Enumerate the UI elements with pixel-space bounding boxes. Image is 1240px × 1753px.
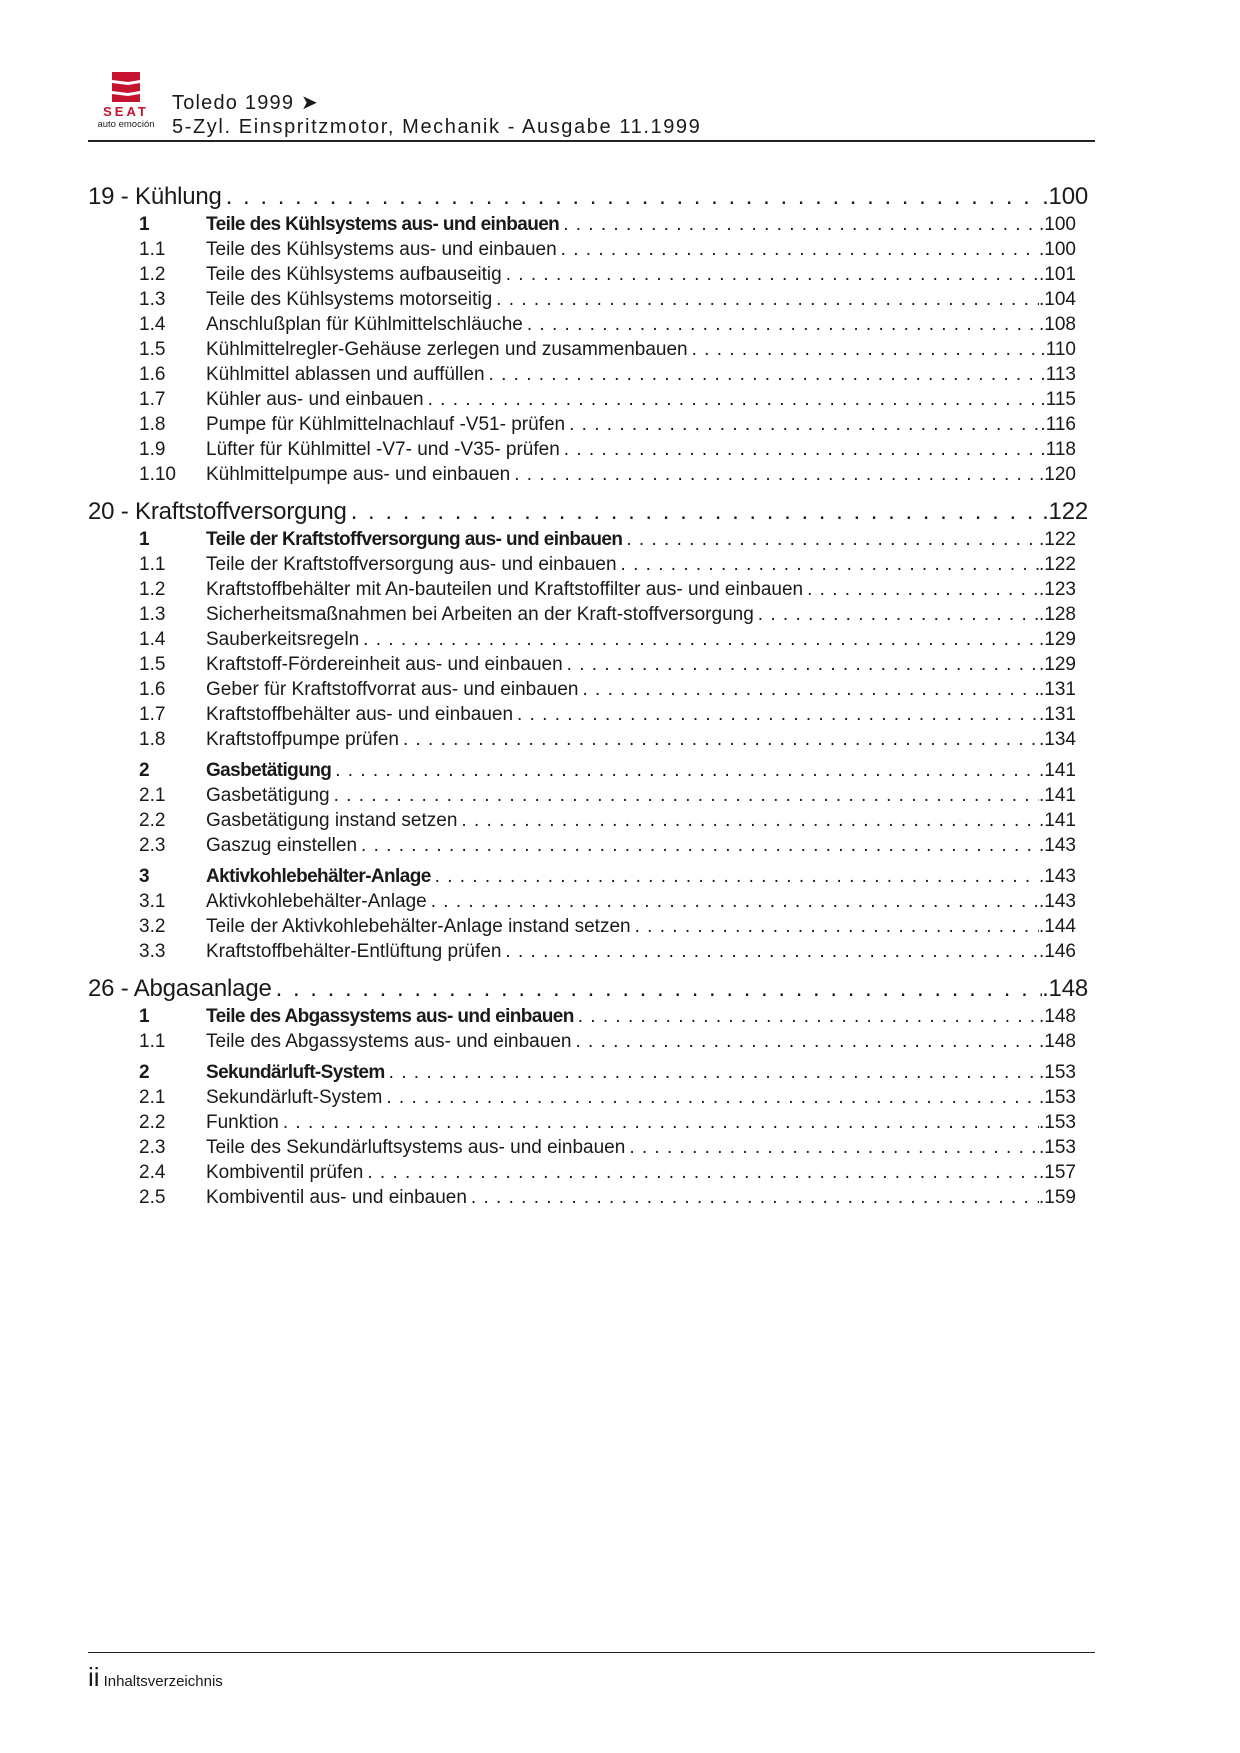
entry-title: Teile der Kraftstoffversorgung aus- und einbauen (206, 529, 623, 550)
entry-title: Kühler aus- und einbauen (206, 389, 424, 410)
toc-entry[interactable] (88, 287, 1088, 312)
leader-dots (427, 889, 1039, 914)
entry-page: .153 (1039, 1137, 1076, 1158)
entry-page: .141 (1039, 760, 1076, 781)
entry-page: .148 (1039, 1006, 1076, 1027)
entry-title: Geber für Kraftstoffvorrat aus- und einbauen (206, 679, 579, 700)
entry-number: 2.2 (139, 810, 166, 831)
leader-dots (631, 914, 1039, 939)
entry-page: .120 (1039, 464, 1076, 485)
entry-title: Sekundärluft-System (206, 1087, 383, 1108)
entry-number: 2 (139, 1062, 149, 1083)
entry-title: Aktivkohlebehälter-Anlage (206, 891, 427, 912)
entry-number: 1 (139, 529, 149, 550)
leader-dots (467, 1185, 1039, 1210)
table-of-contents (88, 182, 1088, 1220)
toc-entry[interactable] (88, 1085, 1088, 1110)
chapter-title: 26 - Abgasanlage (88, 975, 272, 1002)
entry-title: Teile der Kraftstoffversorgung aus- und einbauen (206, 554, 617, 575)
leader-dots (688, 337, 1040, 362)
entry-page: .148 (1039, 1031, 1076, 1052)
logo-wordmark: SEAT (103, 104, 149, 119)
entry-title: Kombiventil prüfen (206, 1162, 364, 1183)
entry-number: 1.9 (139, 439, 166, 460)
toc-entry[interactable] (88, 889, 1088, 914)
leader-dots (559, 212, 1039, 237)
entry-page: .113 (1040, 364, 1076, 385)
entry-number: 1.3 (139, 604, 166, 625)
entry-number: 1.8 (139, 729, 166, 750)
entry-title: Teile des Kühlsystems motorseitig (206, 289, 493, 310)
chapter-page: .100 (1042, 183, 1088, 210)
leader-dots (431, 864, 1039, 889)
logo-tagline: auto emoción (97, 119, 155, 130)
entry-page: .153 (1039, 1062, 1076, 1083)
page-number: ii (88, 1662, 100, 1692)
leader-dots (347, 497, 1042, 527)
toc-entry[interactable] (88, 577, 1088, 602)
leader-dots (578, 677, 1039, 702)
entry-page: .115 (1040, 389, 1076, 410)
entry-page: .146 (1039, 941, 1076, 962)
entry-number: 1.8 (139, 414, 166, 435)
toc-entry[interactable] (88, 437, 1088, 462)
toc-entry[interactable] (88, 362, 1088, 387)
seat-logo-icon (88, 70, 164, 106)
chapter-page: .148 (1042, 975, 1088, 1002)
seat-logo (88, 70, 164, 132)
entry-title: Gasbetätigung instand setzen (206, 810, 458, 831)
entry-number: 2.4 (139, 1162, 166, 1183)
toc-entry[interactable] (88, 602, 1088, 627)
leader-dots (513, 702, 1039, 727)
entry-number: 1.1 (139, 239, 166, 260)
toc-section[interactable] (88, 527, 1088, 552)
entry-page: .157 (1039, 1162, 1076, 1183)
toc-entry[interactable] (88, 337, 1088, 362)
toc-chapter (88, 182, 1088, 487)
entry-page: .100 (1039, 239, 1076, 260)
toc-entry[interactable] (88, 677, 1088, 702)
entry-title: Sauberkeitsregeln (206, 629, 360, 650)
toc-chapter-heading[interactable] (88, 182, 1088, 212)
entry-number: 3.3 (139, 941, 166, 962)
entry-page: .134 (1039, 729, 1076, 750)
entry-number: 1.1 (139, 554, 166, 575)
entry-page: .143 (1039, 866, 1076, 887)
entry-title: Kraftstoff-Fördereinheit aus- und einbauen (206, 654, 563, 675)
leader-dots (222, 182, 1042, 212)
chapter-title: 19 - Kühlung (88, 183, 222, 210)
entry-page: .104 (1039, 289, 1076, 310)
entry-page: .128 (1039, 604, 1076, 625)
entry-number: 1.1 (139, 1031, 166, 1052)
leader-dots (357, 833, 1039, 858)
leader-dots (502, 262, 1039, 287)
toc-entry[interactable] (88, 1110, 1088, 1135)
toc-entry[interactable] (88, 387, 1088, 412)
entry-number: 1.7 (139, 704, 166, 725)
logo-stripe-bottom (112, 94, 140, 102)
entry-page: .110 (1040, 339, 1076, 360)
leader-dots (510, 462, 1039, 487)
leader-dots (571, 1029, 1039, 1054)
entry-number: 1.4 (139, 629, 166, 650)
leader-dots (574, 1004, 1039, 1029)
leader-dots (457, 808, 1039, 833)
entry-number: 2.2 (139, 1112, 166, 1133)
entry-page: .143 (1039, 891, 1076, 912)
entry-page: .122 (1039, 554, 1076, 575)
leader-dots (279, 1110, 1039, 1135)
page-footer (88, 1662, 223, 1693)
leader-dots (385, 1060, 1039, 1085)
toc-entry[interactable] (88, 833, 1088, 858)
entry-title: Teile des Kühlsystems aus- und einbauen (206, 214, 560, 235)
header-divider (88, 140, 1095, 142)
toc-entry[interactable] (88, 627, 1088, 652)
leader-dots (331, 758, 1039, 783)
entry-title: Lüfter für Kühlmittel -V7- und -V35- prüfen (206, 439, 560, 460)
entry-title: Sekundärluft-System (206, 1062, 385, 1083)
leader-dots (363, 1160, 1039, 1185)
leader-dots (754, 602, 1039, 627)
document-subtitle: 5-Zyl. Einspritzmotor, Mechanik - Ausgabe 11.1999 (172, 116, 702, 138)
entry-title: Teile des Kühlsystems aufbauseitig (206, 264, 502, 285)
toc-entry[interactable] (88, 808, 1088, 833)
leader-dots (359, 627, 1039, 652)
entry-number: 3.2 (139, 916, 166, 937)
entry-number: 1.10 (139, 464, 176, 485)
entry-number: 1 (139, 214, 149, 235)
toc-chapter-heading[interactable] (88, 974, 1088, 1004)
entry-title: Teile des Kühlsystems aus- und einbauen (206, 239, 557, 260)
toc-section[interactable] (88, 1060, 1088, 1085)
toc-entry[interactable] (88, 237, 1088, 262)
entry-number: 1.6 (139, 364, 166, 385)
leader-dots (485, 362, 1040, 387)
entry-page: .159 (1039, 1187, 1076, 1208)
leader-dots (399, 727, 1039, 752)
entry-title: Kombiventil aus- und einbauen (206, 1187, 467, 1208)
entry-title: Teile des Abgassystems aus- und einbauen (206, 1031, 572, 1052)
entry-title: Kraftstoffbehälter mit An-bauteilen und Kraftstoffilter aus- und einbauen (206, 579, 804, 600)
leader-dots (617, 552, 1039, 577)
toc-entry[interactable] (88, 939, 1088, 964)
entry-title: Aktivkohlebehälter-Anlage (206, 866, 431, 887)
entry-number: 2.1 (139, 1087, 166, 1108)
entry-title: Sicherheitsmaßnahmen bei Arbeiten an der Kraft-stoffversorgung (206, 604, 754, 625)
toc-entry[interactable] (88, 727, 1088, 752)
toc-chapter (88, 497, 1088, 964)
leader-dots (382, 1085, 1039, 1110)
entry-title: Anschlußplan für Kühlmittelschläuche (206, 314, 523, 335)
toc-section[interactable] (88, 864, 1088, 889)
entry-number: 1.6 (139, 679, 166, 700)
toc-entry[interactable] (88, 1029, 1088, 1054)
entry-page: .100 (1039, 214, 1076, 235)
entry-page: .153 (1039, 1112, 1076, 1133)
entry-page: .144 (1039, 916, 1076, 937)
toc-chapter-heading[interactable] (88, 497, 1088, 527)
toc-section[interactable] (88, 212, 1088, 237)
entry-number: 3 (139, 866, 149, 887)
toc-chapter (88, 974, 1088, 1210)
entry-title: Gasbetätigung (206, 760, 332, 781)
entry-page: .141 (1039, 810, 1076, 831)
entry-number: 1.5 (139, 654, 166, 675)
entry-page: .143 (1039, 835, 1076, 856)
leader-dots (560, 437, 1040, 462)
entry-title: Kühlmittelpumpe aus- und einbauen (206, 464, 511, 485)
entry-number: 1 (139, 1006, 149, 1027)
entry-page: .118 (1040, 439, 1076, 460)
entry-page: .122 (1039, 529, 1076, 550)
entry-number: 2.3 (139, 1137, 166, 1158)
entry-number: 2.5 (139, 1187, 166, 1208)
toc-entry[interactable] (88, 552, 1088, 577)
footer-divider (88, 1652, 1095, 1653)
entry-page: .131 (1039, 704, 1076, 725)
toc-entry[interactable] (88, 462, 1088, 487)
entry-title: Teile des Sekundärluftsystems aus- und einbauen (206, 1137, 626, 1158)
entry-title: Teile der Aktivkohlebehälter-Anlage instand setzen (206, 916, 631, 937)
toc-section[interactable] (88, 758, 1088, 783)
entry-page: .131 (1039, 679, 1076, 700)
toc-entry[interactable] (88, 262, 1088, 287)
leader-dots (272, 974, 1042, 1004)
entry-page: .123 (1039, 579, 1076, 600)
toc-entry[interactable] (88, 702, 1088, 727)
entry-number: 2.3 (139, 835, 166, 856)
entry-number: 1.3 (139, 289, 166, 310)
entry-number: 2 (139, 760, 149, 781)
footer-section-label: Inhaltsverzeichnis (103, 1673, 223, 1690)
leader-dots (622, 527, 1039, 552)
entry-number: 1.4 (139, 314, 166, 335)
entry-number: 2.1 (139, 785, 166, 806)
entry-title: Gaszug einstellen (206, 835, 358, 856)
entry-page: .141 (1039, 785, 1076, 806)
leader-dots (557, 237, 1039, 262)
entry-page: .153 (1039, 1087, 1076, 1108)
entry-title: Pumpe für Kühlmittelnachlauf -V51- prüfen (206, 414, 566, 435)
leader-dots (565, 412, 1040, 437)
entry-page: .116 (1040, 414, 1076, 435)
entry-title: Kraftstoffpumpe prüfen (206, 729, 399, 750)
leader-dots (330, 783, 1039, 808)
entry-title: Gasbetätigung (206, 785, 330, 806)
entry-number: 1.2 (139, 579, 166, 600)
entry-number: 3.1 (139, 891, 166, 912)
chapter-title: 20 - Kraftstoffversorgung (88, 498, 347, 525)
entry-page: .129 (1039, 654, 1076, 675)
entry-number: 1.2 (139, 264, 166, 285)
toc-entry[interactable] (88, 312, 1088, 337)
entry-title: Kraftstoffbehälter-Entlüftung prüfen (206, 941, 502, 962)
toc-entry[interactable] (88, 1185, 1088, 1210)
document-title: Toledo 1999 ➤ (172, 92, 319, 114)
toc-entry[interactable] (88, 652, 1088, 677)
logo-stripe-middle (112, 83, 140, 93)
leader-dots (625, 1135, 1039, 1160)
entry-title: Funktion (206, 1112, 279, 1133)
logo-stripe-top (112, 72, 140, 82)
chapter-page: .122 (1042, 498, 1088, 525)
toc-entry[interactable] (88, 1160, 1088, 1185)
entry-page: .101 (1039, 264, 1076, 285)
entry-title: Kraftstoffbehälter aus- und einbauen (206, 704, 514, 725)
toc-entry[interactable] (88, 1135, 1088, 1160)
entry-number: 1.5 (139, 339, 166, 360)
leader-dots (424, 387, 1040, 412)
entry-page: .129 (1039, 629, 1076, 650)
leader-dots (492, 287, 1039, 312)
leader-dots (523, 312, 1039, 337)
toc-entry[interactable] (88, 783, 1088, 808)
toc-section[interactable] (88, 1004, 1088, 1029)
toc-entry[interactable] (88, 412, 1088, 437)
entry-title: Kühlmittelregler-Gehäuse zerlegen und zusammenbauen (206, 339, 688, 360)
entry-number: 1.7 (139, 389, 166, 410)
entry-page: .108 (1039, 314, 1076, 335)
entry-title: Kühlmittel ablassen und auffüllen (206, 364, 485, 385)
entry-title: Teile des Abgassystems aus- und einbauen (206, 1006, 574, 1027)
leader-dots (563, 652, 1039, 677)
leader-dots (501, 939, 1039, 964)
toc-entry[interactable] (88, 914, 1088, 939)
leader-dots (803, 577, 1039, 602)
